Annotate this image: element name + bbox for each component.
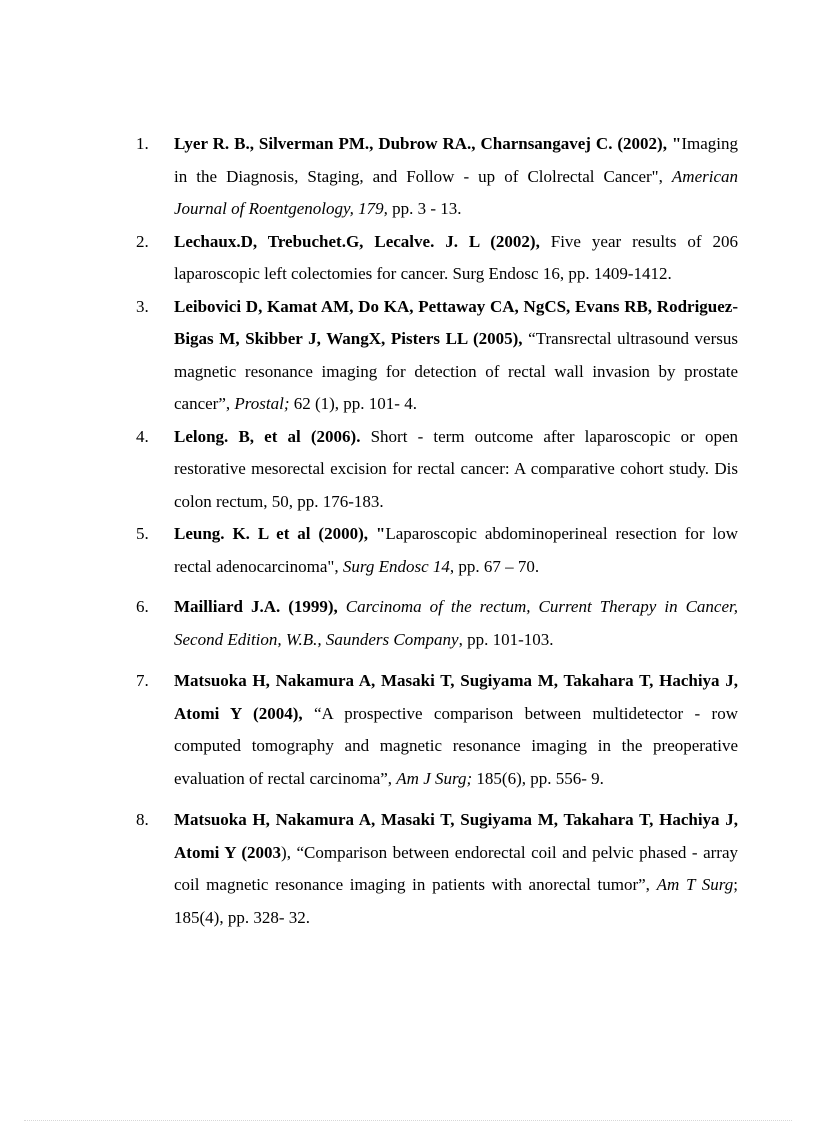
reference-journal: Carcinoma of the rectum, Current Therapy in Cancer, Second Edition, W.B., Saunders Company — [174, 597, 738, 649]
reference-title: Laparoscopic abdominoperineal resection for low rectal adenocarcinoma", — [174, 524, 739, 576]
reference-item — [0, 128, 816, 226]
reference-text — [174, 421, 738, 519]
reference-pages: , pp. 67 – 70. — [449, 556, 540, 576]
reference-number: 4. — [136, 426, 149, 446]
reference-text — [174, 128, 738, 226]
reference-journal: Prostal; — [234, 394, 290, 413]
reference-text — [174, 804, 738, 934]
reference-item — [0, 421, 816, 519]
reference-title: “Transrectal ultrasound versus magnetic resonance imaging for detection of rectal wall invasion by prostate cancer”, — [174, 329, 738, 413]
reference-item — [0, 591, 816, 656]
reference-list — [0, 128, 816, 934]
reference-item — [0, 665, 816, 795]
reference-journal: Am T Surg — [656, 875, 734, 894]
reference-title: “A prospective comparison between multidetector - row computed tomography and magnetic resonance imaging in the preoperative evaluation of rectal carcinoma”, — [174, 703, 738, 788]
reference-title: Imaging in the Diagnosis, Staging, and Follow - up of Clolrectal Cancer", — [174, 134, 738, 186]
reference-journal: Surg Endosc 14 — [342, 556, 450, 576]
reference-authors: Leibovici D, Kamat AM, Do KA, Pettaway CA, NgCS, Evans RB, Rodriguez- Bigas M, Skibber J, WangX, Pisters LL (2005), — [174, 296, 738, 348]
reference-pages: 185(6), pp. 556- 9. — [472, 768, 604, 788]
reference-title: Short - term outcome after laparoscopic or open restorative mesorectal excision for rectal cancer: A comparative cohort study. Dis colon rectum, 50, pp. 176-183. — [174, 426, 739, 511]
reference-item — [0, 518, 816, 583]
reference-text — [174, 518, 738, 583]
reference-authors: Matsuoka H, Nakamura A, Masaki T, Sugiyama M, Takahara T, Hachiya J, Atomi Y (2004), — [174, 671, 738, 723]
reference-title: Five year results of 206 laparoscopic left colectomies for cancer. Surg Endosc 16, pp. 1409-1412. — [174, 231, 738, 283]
reference-number: 3. — [136, 296, 149, 316]
reference-text — [174, 226, 738, 291]
reference-number: 1. — [136, 134, 149, 153]
reference-item — [0, 804, 816, 934]
reference-number: 7. — [136, 671, 149, 690]
reference-pages: ; 185(4), pp. 328- 32. — [174, 875, 738, 927]
reference-item — [0, 226, 816, 291]
reference-text — [174, 665, 738, 795]
reference-number: 8. — [136, 810, 149, 829]
reference-pages: pp. 3 - 13. — [387, 199, 462, 218]
reference-number: 2. — [136, 231, 149, 251]
reference-authors: Lelong. B, et al (2006). — [174, 426, 361, 446]
reference-number: 5. — [136, 524, 149, 543]
reference-pages: , pp. 101-103. — [458, 629, 554, 649]
reference-authors: Leung. K. L et al (2000), " — [174, 524, 386, 543]
reference-text — [174, 591, 738, 656]
reference-authors: Matsuoka H, Nakamura A, Masaki T, Sugiyama M, Takahara T, Hachiya J, Atomi Y (2003 — [174, 810, 738, 862]
reference-authors: Lyer R. B., Silverman PM., Dubrow RA., Charnsangavej C. (2002), " — [174, 134, 682, 153]
reference-journal: Am J Surg; — [396, 768, 473, 788]
reference-pages: 62 (1), pp. 101- 4. — [289, 394, 417, 413]
reference-text — [174, 291, 738, 421]
reference-authors: Mailliard J.A. (1999), — [174, 597, 338, 616]
reference-title: ), “Comparison between endorectal coil and pelvic phased - array coil magnetic resonance imaging in patients with anorectal tumor”, — [174, 842, 738, 894]
reference-number: 6. — [136, 597, 149, 616]
reference-journal: American Journal of Roentgenology, 179, — [174, 166, 739, 218]
reference-item — [0, 291, 816, 421]
page-bottom-rule — [24, 1120, 792, 1121]
reference-authors: Lechaux.D, Trebuchet.G, Lecalve. J. L (2002), — [174, 231, 540, 251]
